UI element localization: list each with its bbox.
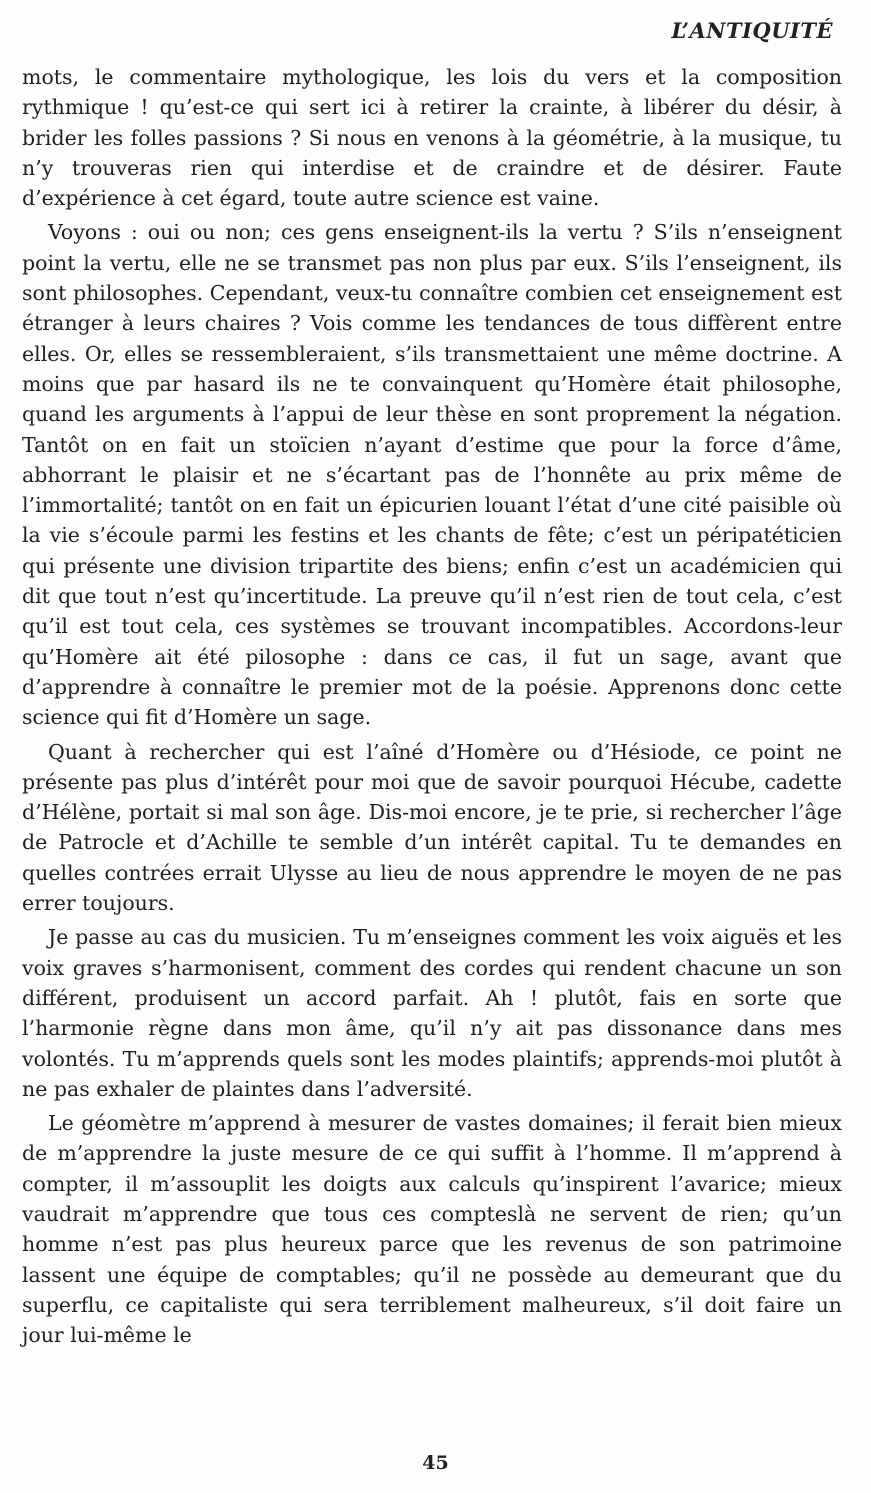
paragraph: Quant à rechercher qui est l’aîné d’Homère ou d’Hésiode, ce point ne présente pas plus d’intérêt pour moi que de savoir pourquoi Hécube, cadette d’Hélène, portait si mal son âge. Dis-moi encore, je te prie, si rechercher l’âge de Patrocle et d’Achille te semble d’un intérêt capital. Tu te demandes en quelles contrées errait Ulysse au lieu de nous apprendre le moyen de ne pas errer toujours. (22, 739, 842, 916)
paragraph: Je passe au cas du musicien. Tu m’enseignes comment les voix aiguës et les voix graves s’harmonisent, comment des cordes qui rendent chacune un son différent, produisent un accord parfait. Ah ! plutôt, fais en sorte que l’harmonie règne dans mon âme, qu’il n’y ait pas dissonance dans mes volontés. Tu m’apprends quels sont les modes plaintifs; apprends-moi plutôt à ne pas exhaler de plaintes dans l’adversité. (22, 925, 842, 1101)
running-title: L’ANTIQUITÉ (671, 18, 833, 43)
page-number: 45 (422, 1452, 449, 1474)
paragraph: Voyons : oui ou non; ces gens enseignent-ils la vertu ? S’ils n’enseignent point la vertu, elle ne se transmet pas non plus par eux. S’ils l’enseignent, ils sont philosophes. Cependant, veux-tu connaître combien cet enseignement est étranger à leurs chaires ? Vois comme les tendances de tous diffèrent entre elles. Or, elles se ressembleraient, s’ils transmettaient une même doctrine. A moins que par hasard ils ne te convainquent qu’Homère était philosophe, quand les arguments à l’appui de leur thèse en sont proprement la négation. Tantôt on en fait un stoïcien n’ayant d’estime que pour la force d’âme, abhorrant le plaisir et ne s’écartant pas de l’honnête au prix même de l’immortalité; tantôt on en fait un épicurien louant l’état d’une cité paisible où la vie s’écoule parmi les festins et les chants de fête; c’est un péripatéticien qui présente une division tripartite des biens; enfin c’est un académicien qui dit que tout n’est qu’incertitude. La preuve qu’il n’est rien de tout cela, c’est qu’il est tout cela, ces systèmes se trouvant incompatibles. Accordons-leur qu’Homère ait été pilosophe : dans ce cas, il fut un sage, avant que d’apprendre à connaître le premier mot de la poésie. Apprenons donc cette science qui fit d’Homère un sage. (22, 220, 842, 730)
body-text (22, 62, 842, 1354)
paragraph: Le géomètre m’apprend à mesurer de vastes domaines; il ferait bien mieux de m’apprendre la juste mesure de ce qui suffit à l’homme. Il m’apprend à compter, il m’assouplit les doigts aux calculs qu’inspirent l’avarice; mieux vaudrait m’apprendre que tous ces compteslà ne servent de rien; qu’un homme n’est pas plus heureux parce que les revenus de son patrimoine lassent une équipe de comptables; qu’il ne possède au demeurant que du superflu, ce capitaliste qui sera terriblement malheureux, s’il doit faire un jour lui-même le (22, 1111, 842, 1348)
paragraph-continued: mots, le commentaire mythologique, les lois du vers et la composition rythmique ! qu’est-ce qui sert ici à retirer la crainte, à libérer du désir, à brider les folles passions ? Si nous en venons à la géométrie, à la musique, tu n’y trouveras rien qui interdise et de craindre et de désirer. Faute d’expérience à cet égard, toute autre science est vaine. (22, 65, 842, 211)
